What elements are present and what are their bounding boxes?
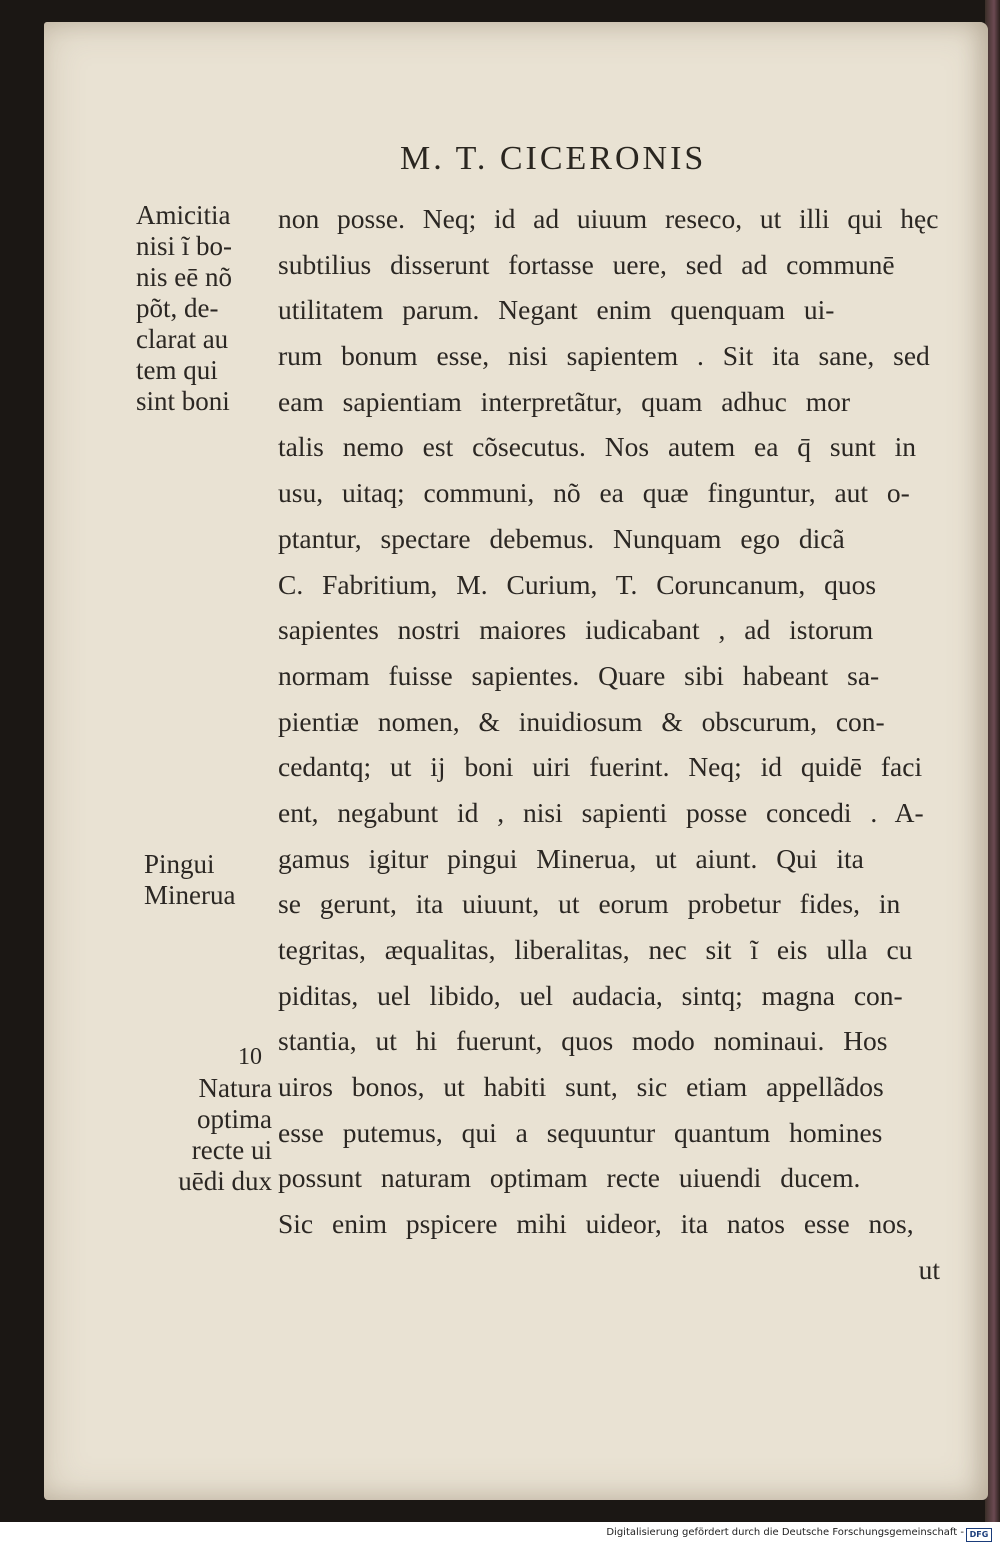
- text-line: possunt naturam optimam recte uiuendi ducem.: [278, 1162, 861, 1194]
- text-line: ent, negabunt id , nisi sapienti posse concedi . A-: [278, 796, 924, 828]
- margin-note-line: nisi ĩ bo-: [136, 231, 233, 261]
- margin-note-line: optima: [197, 1104, 272, 1134]
- text-line: C. Fabritium, M. Curium, T. Coruncanum, quos: [278, 568, 877, 600]
- text-line: talis nemo est cõsecutus. Nos autem ea q̄ sunt in: [278, 431, 917, 463]
- text-line: stantia, ut hi fuerunt, quos modo nominaui. Hos: [278, 1025, 888, 1057]
- margin-note-pingui-minerua: [144, 849, 274, 911]
- text-line: utilitatem parum. Negant enim quenquam ui-: [278, 294, 835, 326]
- margin-note-line: Natura: [198, 1073, 272, 1103]
- signature-mark: 10: [238, 1044, 262, 1070]
- text-line: subtilius disserunt fortasse uere, sed ad communē: [278, 248, 895, 280]
- digitization-credit: Digitalisierung gefördert durch die Deutsche Forschungsgemeinschaft -: [606, 1527, 964, 1538]
- text-line: eam sapientiam interpretãtur, quam adhuc mor: [278, 385, 851, 417]
- text-line: Sic enim pspicere mihi uideor, ita natos esse nos,: [278, 1208, 914, 1240]
- margin-note-line: uēdi dux: [178, 1166, 272, 1196]
- text-line: uiros bonos, ut habiti sunt, sic etiam appellãdos: [278, 1071, 884, 1103]
- text-line: non posse. Neq; id ad uiuum reseco, ut illi qui hęc: [278, 203, 939, 234]
- margin-note-amicitia: [136, 200, 266, 417]
- text-line: normam fuisse sapientes. Quare sibi habeant sa-: [278, 659, 880, 691]
- text-line: piditas, uel libido, uel audacia, sintq; magna con-: [278, 979, 903, 1011]
- text-line: tegritas, æqualitas, liberalitas, nec sit ĩ eis ulla cu: [278, 934, 913, 965]
- margin-note-line: Amicitia: [136, 200, 231, 230]
- text-line: cedantq; ut ij boni uiri fuerint. Neq; id quidē faci: [278, 751, 923, 783]
- margin-note-line: Minerua: [144, 880, 236, 910]
- text-line: sapientes nostri maiores iudicabant , ad istorum: [278, 614, 874, 646]
- margin-note-line: recte ui: [191, 1135, 272, 1165]
- text-line: se gerunt, ita uiuunt, ut eorum probetur fides, in: [278, 888, 901, 920]
- text-line: rum bonum esse, nisi sapientem . Sit ita sane, sed: [278, 340, 930, 372]
- margin-note-line: clarat au: [136, 324, 229, 354]
- text-line: ptantur, spectare debemus. Nunquam ego dicã: [278, 522, 845, 554]
- margin-note-line: nis eē nõ: [136, 262, 232, 292]
- body-text: [278, 196, 944, 1293]
- text-line: pientiæ nomen, & inuidiosum & obscurum, con-: [278, 705, 885, 737]
- text-line: esse putemus, qui a sequuntur quantum homines: [278, 1116, 883, 1148]
- dfg-logo-icon: DFG: [966, 1528, 992, 1542]
- margin-note-natura: [160, 1073, 272, 1197]
- text-line: usu, uitaq; communi, nõ ea quæ finguntur, aut o-: [278, 477, 910, 509]
- margin-note-line: tem qui: [136, 355, 218, 385]
- text-line: gamus igitur pingui Minerua, ut aiunt. Qui ita: [278, 842, 864, 874]
- margin-note-line: põt, de-: [136, 293, 219, 323]
- margin-note-line: sint boni: [136, 386, 230, 416]
- margin-note-line: Pingui: [144, 849, 215, 879]
- catchword: ut: [918, 1253, 940, 1285]
- running-head: M. T. CICERONIS: [400, 140, 707, 177]
